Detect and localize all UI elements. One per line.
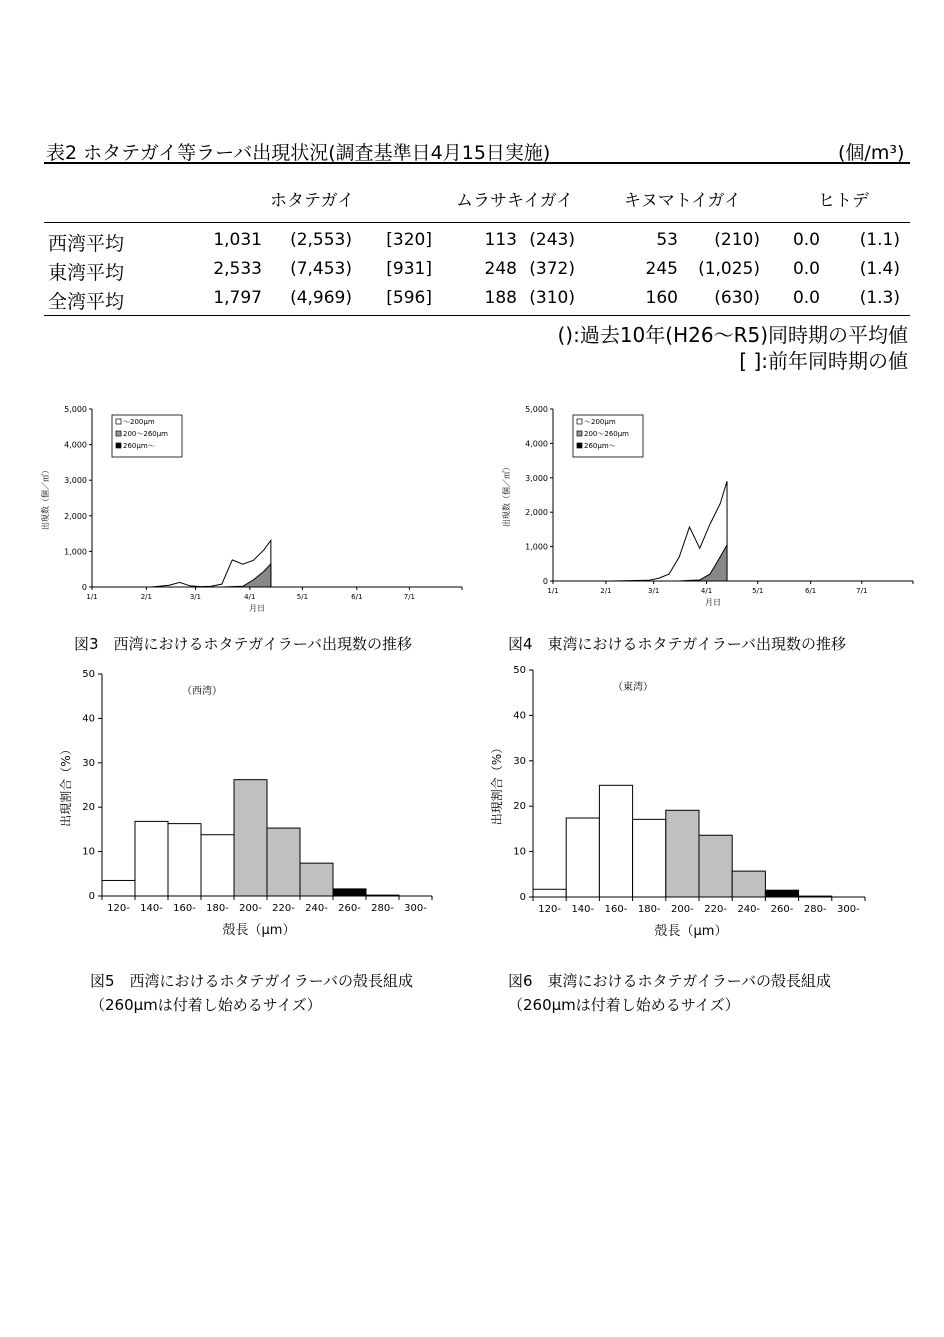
table-top-rule (44, 162, 910, 164)
x-tick-label: 280- (803, 904, 827, 915)
table-header-rule (44, 222, 910, 223)
y-tick-label: 0 (519, 892, 526, 903)
x-tick-label: 5/1 (752, 587, 764, 595)
legend-label: 260μm〜 (584, 442, 616, 450)
x-tick-label: 140- (571, 904, 595, 915)
y-tick-label: 20 (513, 801, 526, 813)
x-tick-label: 6/1 (804, 587, 817, 595)
fig6-chart (490, 658, 890, 958)
table-cell: (1.1) (859, 230, 900, 250)
x-tick-label: 2/1 (140, 593, 152, 601)
y-tick-label: 5,000 (525, 405, 548, 414)
table-cell: (2,553) (290, 230, 352, 250)
table-cell: 1,797 (213, 288, 262, 308)
y-tick-label: 1,000 (64, 547, 87, 557)
y-tick-label: 30 (82, 757, 95, 769)
y-tick-label: 10 (82, 846, 95, 858)
y-tick-label: 40 (82, 713, 95, 725)
fig6-caption-note: （260μmは付着し始めるサイズ） (508, 996, 740, 1014)
x-tick-label: 280- (371, 903, 394, 914)
table-bottom-rule (44, 315, 910, 316)
header-kinumato: キヌマトイガイ (624, 191, 741, 211)
header-mussel: ムラサキイガイ (456, 191, 574, 211)
y-tick-label: 3,000 (64, 476, 87, 486)
x-tick-label: 4/1 (700, 587, 713, 595)
histogram-bar (366, 895, 399, 896)
legend-swatch (577, 419, 582, 424)
header-scallop: ホタテガイ (270, 191, 355, 211)
table-cell: 160 (645, 288, 678, 308)
histogram-bar (599, 785, 632, 897)
table-cell: (1,025) (698, 259, 760, 279)
legend-label: 260μm〜 (123, 442, 155, 450)
x-tick-label: 160- (173, 903, 196, 914)
y-tick-label: 3,000 (525, 473, 548, 483)
table-cell: 1,031 (213, 230, 262, 250)
histogram-bar (765, 890, 798, 897)
x-tick-label: 1/1 (547, 587, 559, 595)
table-cell: (630) (714, 288, 760, 308)
table-cell: 0.0 (792, 230, 820, 250)
fig3-caption: 図3 西湾におけるホタテガイラーバ出現数の推移 (74, 635, 413, 653)
chart-annotation: （西湾） (182, 686, 222, 697)
table-cell: 0.0 (792, 259, 820, 279)
header-starfish: ヒトデ (818, 191, 869, 211)
table-unit: (個/m³) (838, 142, 905, 164)
x-tick-label: 3/1 (189, 593, 202, 601)
table-cell: (7,453) (290, 259, 352, 279)
legend-label: 200〜260μm (584, 430, 629, 438)
y-tick-label: 50 (82, 669, 95, 680)
table-cell: 0.0 (792, 288, 820, 308)
y-tick-label: 1,000 (525, 542, 548, 552)
x-tick-label: 160- (604, 904, 628, 915)
x-tick-label: 7/1 (856, 587, 868, 595)
x-axis-label: 殻長（μm） (654, 924, 728, 939)
histogram-bar (201, 835, 234, 896)
y-tick-label: 50 (513, 665, 526, 676)
y-tick-label: 2,000 (525, 508, 548, 518)
histogram-bar (168, 824, 201, 896)
histogram-bar (333, 889, 366, 896)
x-tick-label: 2/1 (600, 587, 612, 595)
histogram-bar (234, 780, 267, 896)
table-note-previous: [ ]:前年同時期の値 (739, 349, 908, 373)
histogram-bar (799, 896, 832, 897)
x-tick-label: 120- (107, 903, 130, 914)
histogram-bar (300, 863, 333, 896)
legend-label: 200〜260μm (123, 430, 168, 438)
fig5-caption: 図5 西湾におけるホタテガイラーバの殻長組成 (90, 972, 414, 990)
y-axis-label: 出現割合（%） (490, 741, 504, 826)
legend-label: 〜200μm (584, 418, 616, 426)
table-cell: 245 (645, 259, 678, 279)
x-tick-label: 220- (272, 903, 295, 914)
histogram-bar (135, 821, 168, 896)
legend-swatch (577, 431, 582, 436)
y-tick-label: 0 (542, 577, 548, 586)
table-cell: (243) (529, 230, 575, 250)
histogram-bar (732, 871, 765, 897)
histogram-bar (533, 889, 566, 897)
y-tick-label: 5,000 (64, 405, 87, 414)
x-tick-label: 260- (338, 903, 361, 914)
y-tick-label: 2,000 (64, 511, 87, 521)
table-cell: (310) (529, 288, 575, 308)
y-axis-label: 出現割合（%） (59, 743, 73, 827)
x-tick-label: 3/1 (648, 587, 660, 595)
x-tick-label: 140- (140, 903, 163, 914)
fig5-caption-note: （260μmは付着し始めるサイズ） (90, 996, 322, 1014)
x-tick-label: 200- (671, 904, 694, 915)
y-axis-label: 出現数（個／㎥） (41, 466, 50, 530)
chart-annotation: （東湾） (613, 682, 653, 693)
legend-swatch (116, 431, 121, 436)
histogram-bar (633, 819, 666, 897)
table-cell: 248 (484, 259, 517, 279)
fig4-chart (495, 395, 920, 620)
legend-swatch (116, 419, 121, 424)
x-tick-label: 240- (737, 904, 761, 915)
x-tick-label: 6/1 (351, 593, 363, 601)
fig5-chart (50, 662, 450, 947)
table-cell: [596] (386, 288, 432, 308)
legend-swatch (116, 443, 121, 448)
table-cell: [320] (386, 230, 432, 250)
x-tick-label: 300- (404, 903, 427, 914)
y-tick-label: 20 (82, 802, 95, 814)
y-tick-label: 40 (513, 710, 526, 722)
x-axis-label: 殻長（μm） (222, 923, 296, 938)
series-small-area (611, 481, 727, 581)
histogram-bar (666, 810, 699, 897)
x-tick-label: 5/1 (296, 593, 309, 601)
histogram-bar (699, 835, 732, 897)
y-axis-label: 出現数（個／㎥） (502, 463, 511, 527)
histogram-bar (566, 818, 599, 897)
table-cell: (210) (714, 230, 760, 250)
table-cell: (1.3) (859, 288, 900, 308)
y-tick-label: 30 (513, 755, 526, 767)
x-tick-label: 4/1 (244, 593, 256, 601)
legend-swatch (577, 443, 582, 448)
x-tick-label: 240- (305, 903, 328, 914)
fig6-caption: 図6 東湾におけるホタテガイラーバの殻長組成 (508, 972, 832, 990)
x-tick-label: 180- (637, 904, 661, 915)
y-tick-label: 4,000 (525, 439, 548, 449)
table-cell: [931] (386, 259, 432, 279)
x-axis-label: 月日 (705, 598, 721, 607)
x-tick-label: 260- (770, 904, 794, 915)
table-row-label: 全湾平均 (48, 291, 125, 313)
fig4-caption: 図4 東湾におけるホタテガイラーバ出現数の推移 (508, 635, 847, 653)
x-tick-label: 200- (239, 903, 262, 914)
x-tick-label: 1/1 (86, 593, 98, 601)
table-row-label: 西湾平均 (48, 233, 125, 255)
x-axis-label: 月日 (249, 604, 265, 613)
x-tick-label: 300- (837, 904, 860, 915)
legend-label: 〜200μm (123, 418, 155, 426)
x-tick-label: 7/1 (403, 593, 416, 601)
x-tick-label: 120- (538, 904, 561, 915)
histogram-bar (267, 828, 300, 896)
table-title: 表2 ホタテガイ等ラーバ出現状況(調査基準日4月15日実施) (46, 142, 551, 164)
y-tick-label: 4,000 (64, 440, 87, 450)
table-row-label: 東湾平均 (48, 262, 125, 284)
y-tick-label: 0 (88, 891, 95, 902)
table-cell: 2,533 (213, 259, 262, 279)
table-cell: 188 (484, 288, 517, 308)
table-cell: 53 (656, 230, 678, 250)
fig3-chart (30, 395, 470, 620)
table-cell: (4,969) (290, 288, 352, 308)
y-tick-label: 0 (81, 583, 87, 592)
table-note-average: ():過去10年(H26〜R5)同時期の平均値 (557, 323, 908, 347)
table-cell: 113 (484, 230, 517, 250)
table-cell: (372) (529, 259, 575, 279)
x-tick-label: 180- (206, 903, 229, 914)
histogram-bar (102, 880, 135, 896)
x-tick-label: 220- (704, 904, 727, 915)
y-tick-label: 10 (513, 846, 526, 858)
table-cell: (1.4) (859, 259, 900, 279)
